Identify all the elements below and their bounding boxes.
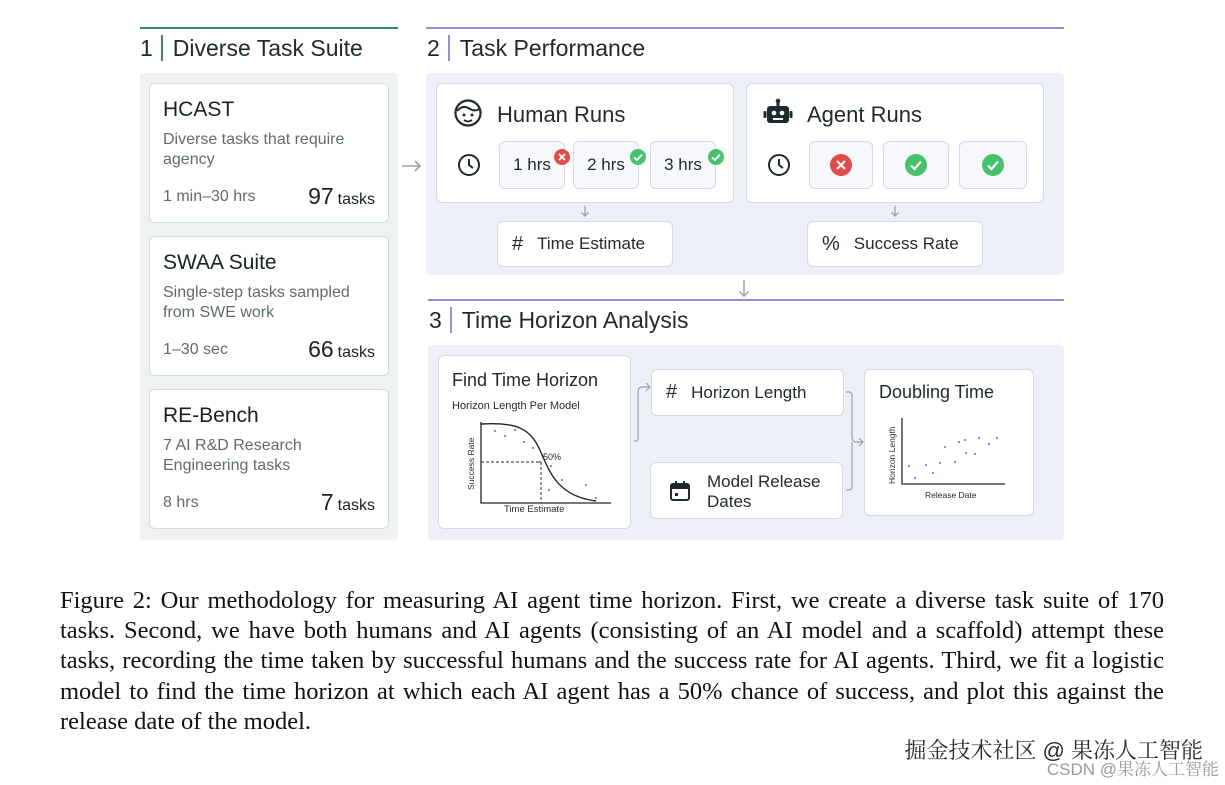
calendar-icon	[668, 479, 692, 503]
human-face-icon	[453, 98, 483, 128]
section1-title: Diverse Task Suite	[172, 34, 363, 61]
arrow-right-icon	[400, 158, 424, 174]
section3-header	[429, 300, 688, 340]
task-card-count	[308, 336, 375, 363]
task-card-hcast	[149, 83, 389, 223]
hash-icon: #	[666, 381, 678, 403]
success-badge-icon	[707, 148, 725, 166]
logistic-point	[504, 435, 506, 437]
logistic-point	[548, 489, 550, 491]
arrow-down-icon	[579, 205, 591, 219]
release-dates-line2: Dates	[707, 492, 752, 511]
scatter-point	[939, 462, 941, 464]
human-run-label: 2 hrs	[587, 155, 625, 174]
find-time-horizon-card	[438, 355, 631, 529]
task-card-range: 1 min–30 hrs	[163, 188, 256, 205]
scatter-point	[925, 464, 927, 466]
scatter-point	[965, 452, 967, 454]
watermark: 掘金技术社区 @ 果冻人工智能	[904, 738, 1203, 763]
horizon-length-box	[651, 369, 844, 416]
doubling-time-title: Doubling Time	[879, 382, 995, 402]
success-badge-icon	[629, 148, 647, 166]
logistic-point	[585, 484, 587, 486]
scatter-point	[988, 443, 990, 445]
section1-header	[140, 28, 363, 68]
section3-title: Time Horizon Analysis	[461, 306, 689, 333]
scatter-point	[954, 461, 956, 463]
find-xlabel: Time Estimate	[504, 504, 565, 515]
success-rate-label: Success Rate	[853, 234, 959, 253]
horizon-length-label: Horizon Length	[691, 382, 807, 402]
model-release-dates-box	[650, 462, 843, 519]
task-card-rebench	[149, 389, 389, 529]
section1-divider	[161, 35, 163, 61]
agent-runs-card	[746, 83, 1044, 203]
task-count-unit: tasks	[337, 344, 375, 361]
arrow-down-icon	[737, 279, 751, 299]
scatter-point	[996, 437, 998, 439]
fail-icon	[829, 153, 853, 177]
clock-icon	[456, 152, 482, 178]
percent-icon: %	[822, 232, 840, 255]
release-dates-label	[707, 472, 820, 512]
find-time-horizon-title: Find Time Horizon	[452, 370, 599, 390]
section3-number: 3	[429, 306, 442, 333]
find-ylabel: Success Rate	[466, 437, 476, 490]
human-runs-card	[436, 83, 734, 203]
time-estimate-box	[497, 221, 673, 267]
clock-icon	[766, 152, 792, 178]
fail-badge-icon	[553, 148, 571, 166]
logistic-point	[550, 465, 552, 467]
scatter-point	[932, 472, 934, 474]
scatter-point	[944, 446, 946, 448]
connector-bracket	[844, 390, 866, 494]
logistic-point	[494, 430, 496, 432]
find-subtitle: Horizon Length Per Model	[452, 400, 580, 412]
task-count-number: 66	[308, 336, 334, 362]
logistic-point	[595, 497, 597, 499]
task-card-range: 8 hrs	[163, 494, 199, 511]
logistic-curve-plot	[461, 418, 621, 514]
agent-run-3	[959, 141, 1027, 189]
task-card-title: HCAST	[163, 98, 235, 121]
success-icon	[981, 153, 1005, 177]
section2-title: Task Performance	[459, 34, 646, 61]
task-count-number: 7	[320, 489, 334, 515]
task-card-title: RE-Bench	[163, 404, 259, 427]
success-rate-box	[807, 221, 983, 267]
hash-icon: #	[512, 232, 524, 255]
scatter-plot	[883, 414, 1028, 504]
task-count-number: 97	[308, 183, 334, 209]
human-runs-title: Human Runs	[497, 102, 626, 127]
success-icon	[904, 153, 928, 177]
scatter-point	[964, 439, 966, 441]
agent-run-2	[883, 141, 949, 189]
logistic-point	[514, 429, 516, 431]
watermark-secondary: CSDN @果冻人工智能	[1046, 760, 1219, 779]
task-card-range: 1–30 sec	[163, 341, 228, 358]
doubling-ylabel: Horizon Length	[887, 426, 897, 484]
time-estimate-label: Time Estimate	[537, 234, 646, 253]
task-card-desc: Diverse tasks that require agency	[163, 131, 345, 168]
task-count-unit: tasks	[337, 191, 375, 208]
scatter-point	[974, 453, 976, 455]
task-card-title: SWAA Suite	[163, 251, 277, 274]
section1-number: 1	[140, 34, 153, 61]
figure-caption: Figure 2: Our methodology for measuring AI agent time horizon. First, we create a diverse task suite of 170 tasks. Second, we have both humans and AI agents (consisting of an AI model and a scaffold) attempt these tasks, recording the time taken by successful humans and the success rate for AI agents. Third, we fit a logistic model to find the time horizon at which each AI agent has a 50% chance of success, and plot this against the release date of the model.	[60, 587, 1164, 735]
logistic-point	[532, 447, 534, 449]
robot-icon	[762, 97, 794, 129]
find-marker: 50%	[543, 452, 562, 462]
task-card-desc: Single-step tasks sampled from SWE work	[163, 284, 350, 321]
agent-run-1	[809, 141, 873, 189]
section2-divider	[448, 35, 450, 61]
scatter-point	[958, 441, 960, 443]
section2-header	[427, 28, 645, 68]
scatter-point	[908, 465, 910, 467]
task-count-unit: tasks	[337, 497, 375, 514]
human-run-label: 3 hrs	[664, 155, 702, 174]
release-dates-line1: Model Release	[707, 472, 821, 491]
task-card-count	[308, 183, 375, 210]
logistic-point	[561, 479, 563, 481]
human-run-label: 1 hrs	[513, 155, 551, 174]
task-card-swaa	[149, 236, 389, 376]
scatter-point	[978, 437, 980, 439]
arrow-down-icon	[889, 205, 901, 219]
doubling-xlabel: Release Date	[925, 490, 977, 500]
scatter-point	[914, 477, 916, 479]
section2-number: 2	[427, 34, 440, 61]
logistic-point	[539, 461, 541, 463]
logistic-point	[523, 441, 525, 443]
doubling-time-card	[864, 369, 1034, 516]
section3-divider	[450, 307, 452, 333]
task-card-desc: 7 AI R&D Research Engineering tasks	[163, 437, 302, 474]
task-card-count	[321, 489, 375, 516]
agent-runs-title: Agent Runs	[807, 102, 922, 127]
